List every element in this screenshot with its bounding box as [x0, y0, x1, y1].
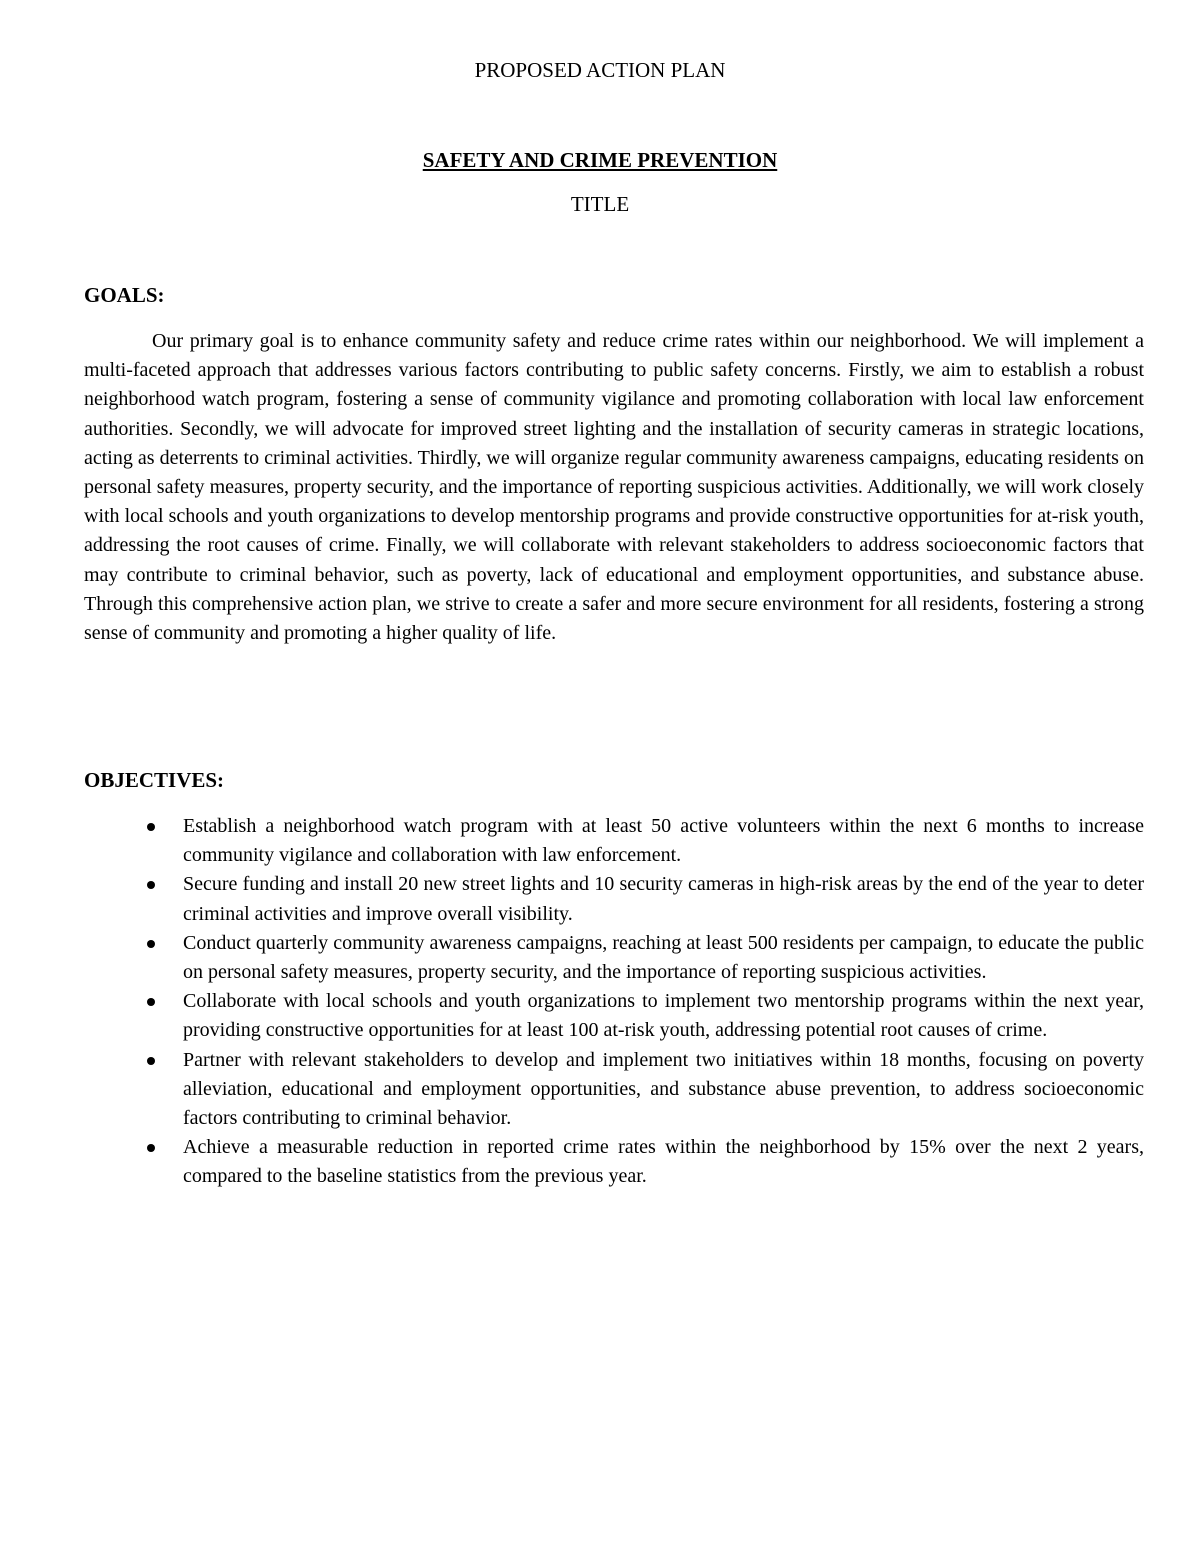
- objective-item: [84, 1133, 1144, 1191]
- title-placeholder: TITLE: [570, 192, 630, 216]
- objective-item: [84, 987, 1144, 1045]
- objective-text: Conduct quarterly community awareness campaigns, reaching at least 500 residents per campaign, to educate the public on personal safety measures, property security, and the importance of reporting suspicious activities.: [183, 931, 1144, 984]
- objective-text: Collaborate with local schools and youth organizations to implement two mentorship programs within the next year, providing constructive opportunities for at least 100 at-risk youth, addressing potential root causes of crime.: [183, 990, 1144, 1042]
- objective-item: [84, 929, 1144, 987]
- bullet-icon: [147, 998, 155, 1006]
- bullet-icon: [147, 1144, 155, 1152]
- bullet-icon: [147, 823, 155, 831]
- document-title: PROPOSED ACTION PLAN: [474, 58, 726, 82]
- objectives-list: [84, 812, 1144, 1192]
- objective-item: [84, 870, 1144, 928]
- bullet-icon: [147, 940, 155, 948]
- objective-text: Establish a neighborhood watch program with at least 50 active volunteers within the next 6 months to increase community vigilance and collaboration with law enforcement.: [183, 815, 1144, 867]
- goals-heading: GOALS:: [84, 283, 165, 307]
- objective-text: Achieve a measurable reduction in reported crime rates within the neighborhood by 15% over the next 2 years, compared to the baseline statistics from the previous year.: [183, 1136, 1144, 1188]
- objective-text: Partner with relevant stakeholders to develop and implement two initiatives within 18 months, focusing on poverty alleviation, educational and employment opportunities, and substance abuse prevention, to address socioeconomic factors contributing to criminal behavior.: [183, 1048, 1144, 1130]
- objectives-heading: OBJECTIVES:: [84, 768, 225, 792]
- bullet-icon: [147, 1057, 155, 1065]
- objective-text: Secure funding and install 20 new street lights and 10 security cameras in high-risk areas by the end of the year to deter criminal activities and improve overall visibility.: [183, 873, 1144, 925]
- bullet-icon: [147, 881, 155, 889]
- objective-item: [84, 812, 1144, 870]
- objective-item: [84, 1046, 1144, 1134]
- goals-paragraph: Our primary goal is to enhance community safety and reduce crime rates within our neighborhood. We will implement a multi-faceted approach that addresses various factors contributing to public safety concerns. Firstly, we aim to establish a robust neighborhood watch program, fostering a sense of community vigilance and promoting collaboration with local law enforcement authorities. Secondly, we will advocate for improved street lighting and the installation of security cameras in strategic locations, acting as deterrents to criminal activities. Thirdly, we will organize regular community awareness campaigns, educating residents on personal safety measures, property security, and the importance of reporting suspicious activities. Additionally, we will work closely with local schools and youth organizations to develop mentorship programs and provide constructive opportunities for at-risk youth, addressing the root causes of crime. Finally, we will collaborate with relevant stakeholders to address socioeconomic factors that may contribute to criminal behavior, such as poverty, lack of educational and employment opportunities, and substance abuse. Through this comprehensive action plan, we strive to create a safer and more secure environment for all residents, fostering a strong sense of community and promoting a higher quality of life.: [84, 330, 1144, 645]
- section-title: SAFETY AND CRIME PREVENTION: [422, 148, 778, 172]
